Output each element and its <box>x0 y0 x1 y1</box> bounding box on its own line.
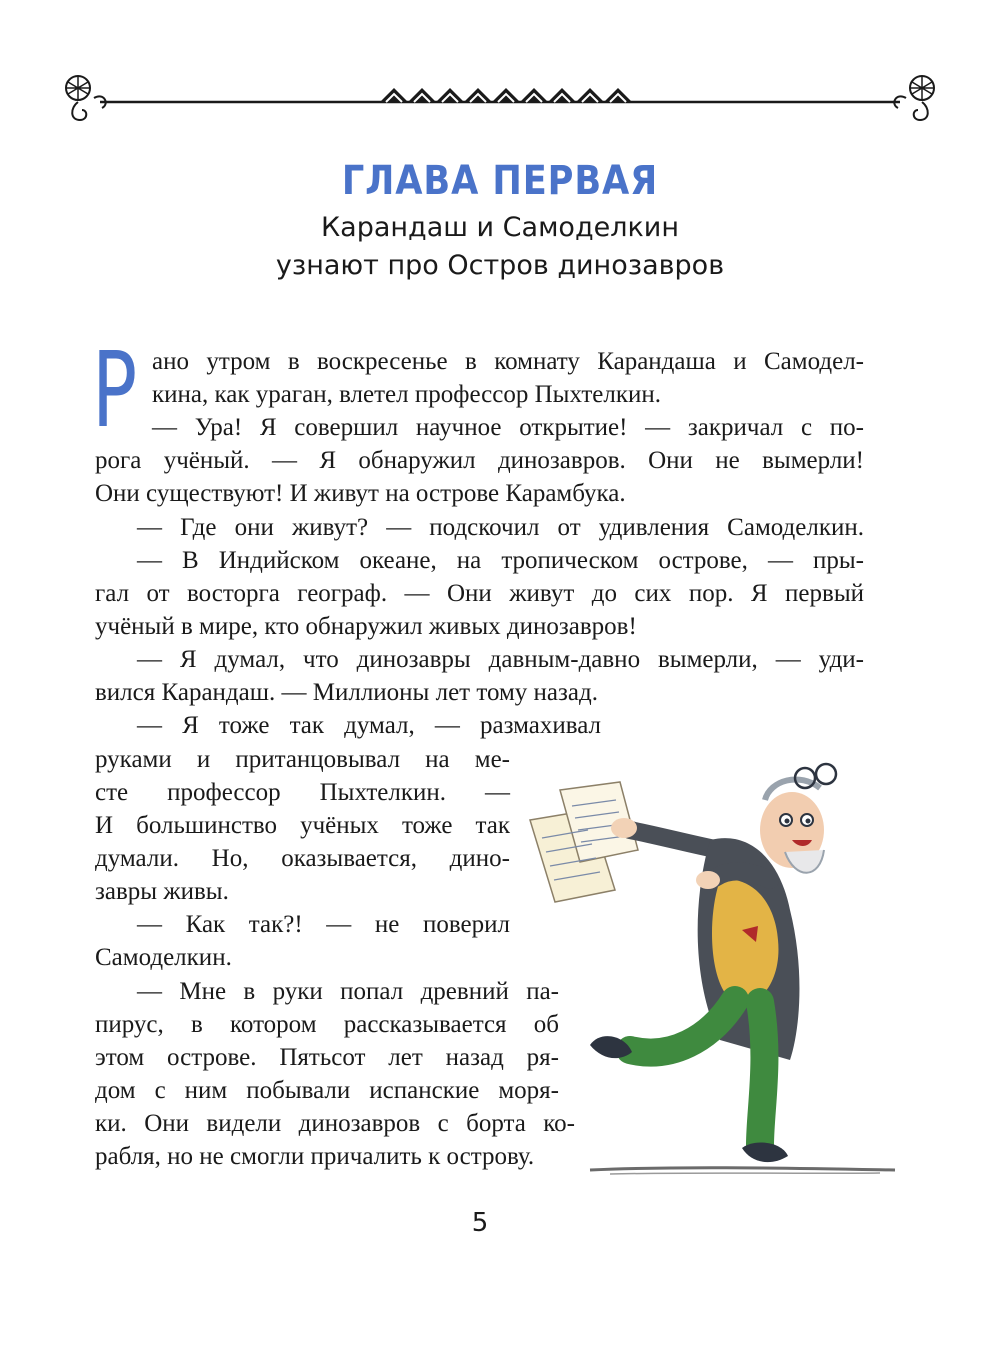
body-line: пирус, в котором рассказывается об <box>95 1011 559 1038</box>
body-line: Самоделкин. <box>95 944 232 971</box>
header-ornament <box>60 68 940 132</box>
body-line: — Я тоже так думал, — размахивал <box>137 712 601 739</box>
running-professor-illustration <box>520 740 900 1180</box>
body-line: — Ура! Я совершил научное открытие! — закричал с по- <box>152 414 864 441</box>
chapter-subtitle-line-1: Карандаш и Самоделкин <box>320 212 679 243</box>
body-line: И большинство учёных тоже так <box>95 812 510 839</box>
body-line: — Где они живут? — подскочил от удивления Самоделкин. <box>137 514 864 541</box>
body-line: руками и пританцовывал на ме- <box>95 746 510 773</box>
body-line: сте профессор Пыхтелкин. — <box>95 779 510 806</box>
body-line: — Как так?! — не поверил <box>137 911 510 938</box>
chapter-subtitle-line-2: узнают про Остров динозавров <box>275 250 725 281</box>
drop-cap: Р <box>92 329 138 451</box>
body-line: рога учёный. — Я обнаружил динозавров. Они не вымерли! <box>95 447 864 474</box>
body-line: ки. Они видели динозавров с борта ко- <box>95 1110 575 1137</box>
body-line: ано утром в воскресенье в комнату Карандаша и Самодел- <box>152 348 864 375</box>
body-line: завры живы. <box>95 878 229 905</box>
body-line: этом острове. Пятьсот лет назад ря- <box>95 1044 559 1071</box>
body-line: кина, как ураган, влетел профессор Пыхтелкин. <box>152 381 661 408</box>
chapter-title: ГЛАВА ПЕРВАЯ <box>341 158 659 204</box>
body-line: думали. Но, оказывается, дино- <box>95 845 510 872</box>
body-line: Они существуют! И живут на острове Карамбука. <box>95 480 626 507</box>
lattice-ornament-left-icon <box>66 76 106 120</box>
body-line: — В Индийском океане, на тропическом острове, — пры- <box>137 547 864 574</box>
lattice-ornament-right-icon <box>894 76 934 120</box>
body-line: рабля, но не смогли причалить к острову. <box>95 1143 535 1170</box>
zigzag-ornament-icon <box>380 88 632 102</box>
body-line: гал от восторга географ. — Они живут до сих пор. Я первый <box>95 580 864 607</box>
body-line: дом с ним побывали испанские моря- <box>95 1077 559 1104</box>
page-number: 5 <box>471 1208 489 1238</box>
papers-icon <box>530 782 638 902</box>
body-line: — Я думал, что динозавры давным-давно вымерли, — уди- <box>137 646 864 673</box>
body-line: вился Карандаш. — Миллионы лет тому назад. <box>95 679 598 706</box>
body-line: — Мне в руки попал древний па- <box>137 978 559 1005</box>
body-line: учёный в мире, кто обнаружил живых динозавров! <box>95 613 637 640</box>
